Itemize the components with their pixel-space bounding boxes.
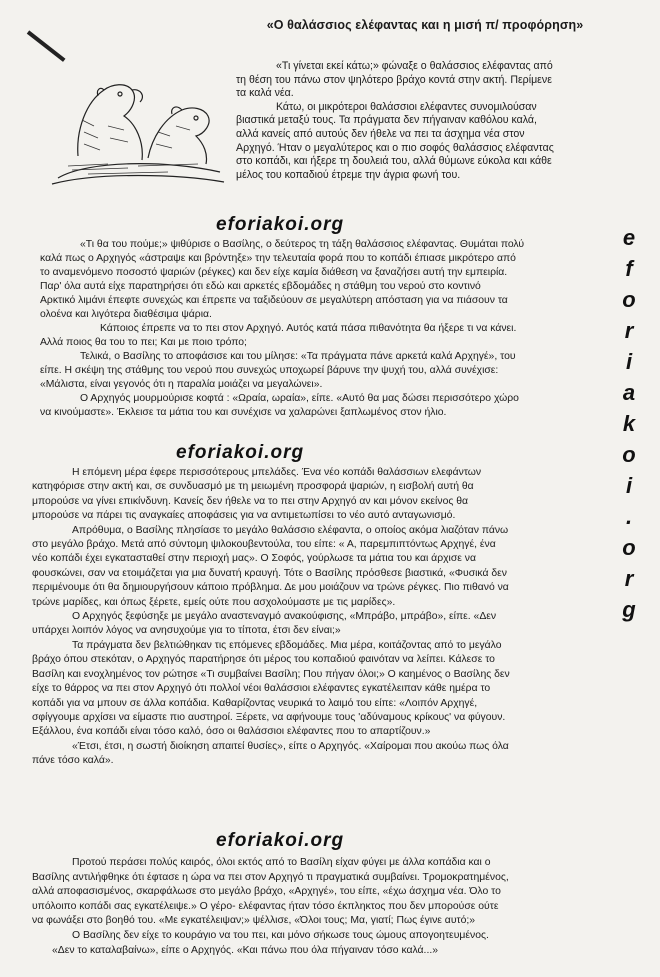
text-line: καλά πως ο Αρχηγός «άστραψε και βρόντηξε» την τελευταία φορά που το κοπάδι έπιασε μικρότερο από <box>40 253 516 264</box>
text-line: Βασίλη και ενοχλημένος τον ρώτησε «Τι συμβαίνει Βασίλη; Που πήγαν όλοι;» Ο καημένος ο Βασίλης δεν <box>32 668 510 680</box>
text-line: είχε το θάρρος να πει στον Αρχηγό ότι πολλοί νέοι θαλάσσιοι ελέφαντες εγκατέλειπαν κάθε ημέρα το <box>32 683 491 695</box>
watermark-letter: i <box>625 473 633 498</box>
text-line: Προτού περάσει πολύς καιρός, όλοι εκτός από το Βασίλη είχαν φύγει με άλλα κοπάδια και ο <box>72 857 491 868</box>
pen-mark <box>27 30 66 61</box>
text-line: αλλά κανείς από αυτούς δεν ήθελε να πει τα άσχημα νέα στον <box>236 127 525 140</box>
text-line: «Τι γίνεται εκεί κάτω;» φώναξε ο θαλάσσιος ελέφαντας από <box>276 60 553 72</box>
text-line: Τελικά, ο Βασίλης το αποφάσισε και του μίλησε: «Τα πράγματα πάνε αρκετά καλά Αρχηγέ», του <box>80 351 516 362</box>
watermark-letter: . <box>625 504 633 529</box>
text-line: Παρ' όλα αυτά είχε παρατηρήσει ότι εδώ και αρκετές εβδομάδες η στάθμη του νερού στο κοντινό <box>40 281 481 292</box>
page-title: «Ο θαλάσσιος ελέφαντας και η μισή π/ προφόρηση» <box>266 18 584 32</box>
text-line: μπορούσε να πάρει τις αναγκαίες αποφάσεις για να αντιμετωπίσει το νέο αυτό ανταγωνισμό. <box>32 510 456 522</box>
text-line: να κινούμαστε». Έκλεισε τα μάτια του και συνέχισε να χαλαρώνει ξαπλωμένος στον ήλιο. <box>40 407 447 418</box>
text-line: υπάρχει λοιπόν λόγος να ανησυχούμε για το τίποτα, έτσι δεν είναι;» <box>32 625 341 637</box>
text-line: σφίγγουμε αρχίσει να είμαστε πιο αυστηροί. Ξέρετε, να αφήνουμε τους 'αδύναμους κρίκους' να φύγουν. <box>32 711 506 723</box>
watermark: eforiakoi.org <box>176 442 305 463</box>
text-line: Βασίλης αντιλήφθηκε ότι έφτασε η ώρα να πει στον Αρχηγό τι πραγματικά συμβαίνει. Τρομοκρατημένος, <box>32 871 509 883</box>
text-line: μπορούσε να γίνει επικίνδυνη. Κανείς δεν ήθελε να το πει στην Αρχηγό αν και μόνον εκείνος θα <box>32 495 469 507</box>
watermark-letter: e <box>622 225 636 250</box>
watermark: eforiakoi.org <box>216 214 345 235</box>
watermark-letter: o <box>622 535 636 560</box>
text-line: στο κοπάδι, και ήξερε τη δουλειά του, αλλά θύμωνε εύκολα και κάθε <box>236 155 552 168</box>
text-line: Απρόθυμα, ο Βασίλης πλησίασε το μεγάλο θαλάσσιο ελέφαντα, ο οποίος ακόμα λιαζόταν πάνω <box>72 524 509 536</box>
text-line: Αρχηγό. Ήταν ο μεγαλύτερος και ο πιο σοφός θαλάσσιος ελέφαντας <box>236 141 554 154</box>
text-line: Η επόμενη μέρα έφερε περισσότερους μπελάδες. Ένα νέο κοπάδι θαλάσσιων ελεφάντων <box>72 467 482 478</box>
text-line: βιαστικά μεταξύ τους. Τα πράγματα δεν πήγαιναν καθόλου καλά, <box>236 114 537 127</box>
watermark-letter: o <box>622 442 636 467</box>
text-line: τη θέση του πάνω στον ψηλότερο βράχο κοντά στην ακτή. Περίμενε <box>236 73 552 86</box>
text-line: το αναμενόμενο ποσοστό ψαριών (ρέγκες) και δεν είχε καμία διάθεση να ξαναζήσει αυτή την εμπειρία. <box>40 267 508 278</box>
text-line: Κάποιος έπρεπε να το πει στον Αρχηγό. Αυτός κατά πάσα πιθανότητα θα ήξερε τι να κάνει. <box>100 323 517 334</box>
elephant-seal-illustration-icon <box>48 60 226 188</box>
watermark-letter: r <box>624 566 634 591</box>
text-line: πάνε τόσο καλά». <box>32 755 114 767</box>
text-line: Τα πράγματα δεν βελτιώθηκαν τις επόμενες εβδομάδες. Μια μέρα, κοιτάζοντας από το μεγάλο <box>72 639 502 651</box>
text-line: μέλος του κοπαδιού έτρεμε την άγρια φωνή του. <box>236 168 461 181</box>
text-line: «Τι θα του πούμε;» ψιθύρισε ο Βασίλης, ο δεύτερος τη τάξη θαλάσσιος ελέφαντας. Θυμάται πολύ <box>80 239 525 250</box>
text-line: περιμένουμε ότι θα δημιουργήσουν κάποιο πρόβλημα. Δε μου μοιάζουν να τρώνε ρέγκες. Πιο πιθανό να <box>32 582 509 594</box>
text-line: νέο κοπάδι έχει εγκατασταθεί στην περιοχή μας». Ο Σοφός, γούρλωσε τα μάτια του και άρχισε να <box>32 553 477 565</box>
text-line: «Έτσι, έτσι, η σωστή διοίκηση απαιτεί θυσίες», είπε ο Αρχηγός. «Χαίρομαι που ακούω πως όλα <box>72 740 509 752</box>
text-line: «Δεν το καταλαβαίνω», είπε ο Αρχηγός. «Και πάνω που όλα πήγαιναν τόσο καλά...» <box>52 944 438 956</box>
text-line: τρώνε μαρίδες, και όπως ξέρετε, εμείς ούτε που ασχολούμαστε με τις μαρίδες». <box>32 596 396 608</box>
text-line: στο μεγάλο βράχο. Μετά από σύντομη ψιλοκουβεντούλα, του είπε: « Α, παρεμπιπτόντως Αρχηγέ, ένα <box>32 539 496 551</box>
watermark-letter: f <box>625 256 633 281</box>
text-line: να φωνάξει στο βοηθό του. «Με εγκατέλειψαν;» ψέλλισε, «Όλοι τους; Μα, γιατί; Πως έγινε αυτό;» <box>32 915 476 927</box>
text-line: υπόλοιπο κοπάδι σας εγκατέλειψε.» Ο γέρο- ελέφαντας ήταν τόσο έκπληκτος που δεν μπορούσε ούτε <box>32 900 499 912</box>
text-line: αλλά αποφασισμένος, σκαρφάλωσε στο μεγάλο βράχο, «Αρχηγέ», του είπε, «έχω άσχημα νέα. Όλο το <box>32 886 501 898</box>
text-line: Ο Βασίλης δεν είχε το κουράγιο να του πει, και μόνο σήκωσε τους ώμους απογοητευμένος. <box>72 929 489 941</box>
watermark-letter: a <box>622 380 636 405</box>
text-line: φουσκώνει, σαν να ετοιμάζεται για μια δυνατή κραυγή. Τότε ο Βασίλης πρόσθεσε βιαστικά, «Φυσικά δεν <box>32 567 507 579</box>
text-line: Αλλά ποιος θα του το πει; Και με ποιο τρόπο; <box>40 337 247 348</box>
text-line: είπε. Η σκέψη της στάθμης του νερού που συνεχώς υποχωρεί βάρυνε την ψυχή του, αλλά συνέχισε: <box>40 365 499 376</box>
body-text-3 <box>32 856 608 958</box>
watermark-letter: r <box>624 318 634 343</box>
text-line: ολοένα και λιγότερα διαθέσιμα ψάρια. <box>40 309 212 320</box>
text-line: βράχο όπου στεκόταν, ο Αρχηγός παρατήρησε ότι μέρος του κοπαδιού φαινόταν να λείπει. Κάλεσε το <box>32 654 495 666</box>
text-line: Κάτω, οι μικρότεροι θαλάσσιοι ελέφαντες συνομιλούσαν <box>276 100 537 113</box>
text-line: κοπάδι για να μπουν σε άλλα κοπάδια. Καθαρίζοντας νευρικά το λαιμό του είπε: «Λοιπόν Αρχηγέ, <box>32 697 478 709</box>
text-line: τα καλά νέα. <box>236 87 294 100</box>
text-line: κατηφόρισε στην ακτή και, σε συνδυασμό με τη μειωμένη προσφορά ψαριών, η εισβολή αυτή θα <box>32 481 474 493</box>
text-line: Αρκτικό λιμάνι έπεφτε συνεχώς και έπρεπε να ταξιδεύουν σε μεγαλύτερη απόσταση για να πιάσουν τα <box>40 295 508 306</box>
body-text-2 <box>32 466 608 769</box>
text-line: Ο Αρχηγός ξεφύσηξε με μεγάλο αναστεναγμό ανακούφισης, «Μπράβο, μπράβο», είπε. «Δεν <box>72 611 497 623</box>
watermark: eforiakoi.org <box>216 830 345 851</box>
watermark-letter: i <box>625 349 633 374</box>
watermark-letter: o <box>622 287 636 312</box>
watermark-letter: g <box>622 597 636 622</box>
text-line: Ο Αρχηγός μουρμούρισε κοφτά : «Ωραία, ωραία», είπε. «Αυτό θα μας δώσει περισσότερο χώρο <box>80 393 519 404</box>
intro-text <box>236 60 632 182</box>
text-line: «Μάλιστα, είναι γεγονός ότι η παραλία μοιάζει να μεγαλώνει». <box>40 379 323 390</box>
watermark-letter: k <box>622 411 636 436</box>
body-text-1 <box>40 238 608 420</box>
watermark-vertical <box>612 222 646 625</box>
text-line: Εξάλλου, ένα κοπάδι είναι τόσο καλό, όσο οι θαλάσσιοι ελέφαντες που το απαρτίζουν.» <box>32 726 431 738</box>
